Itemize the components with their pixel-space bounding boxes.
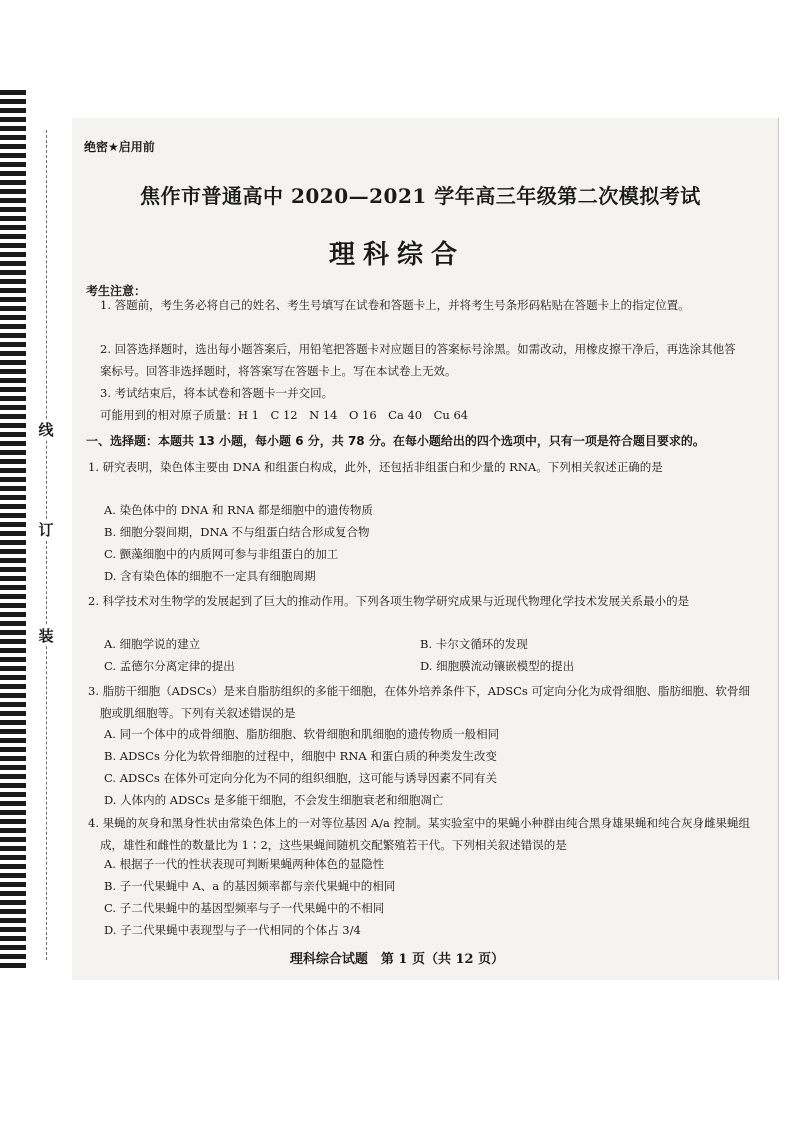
- question-1-text: 1. 研究表明，染色体主要由 DNA 和组蛋白构成，此外，还包括非组蛋白和少量的 RNA。下列相关叙述正确的是: [88, 460, 663, 474]
- notice-item-3: 3. 考试结束后，将本试卷和答题卡一并交回。: [100, 386, 334, 400]
- margin-line-label: 线: [36, 420, 56, 440]
- question-3-option-b: B. ADSCs 分化为软骨细胞的过程中，细胞中 RNA 和蛋白质的种类发生改变: [104, 749, 497, 763]
- question-4-option-a: A. 根据子一代的性状表现可判断果蝇两种体色的显隐性: [104, 857, 385, 871]
- question-4-option-c: C. 子二代果蝇中的基因型频率与子一代果蝇中的不相同: [104, 901, 385, 915]
- exam-title: 焦作市普通高中 2020—2021 学年高三年级第二次模拟考试: [140, 184, 701, 208]
- question-2-text: 2. 科学技术对生物学的发展起到了巨大的推动作用。下列各项生物学研究成果与近现代物理化学技术发展关系最小的是: [88, 594, 690, 608]
- question-3-option-c: C. ADSCs 在体外可定向分化为不同的组织细胞，这可能与诱导因素不同有关: [104, 771, 497, 785]
- page-footer: 理科综合试题 第 1 页（共 12 页）: [289, 952, 505, 967]
- question-1-option-a: A. 染色体中的 DNA 和 RNA 都是细胞中的遗传物质: [104, 503, 373, 517]
- question-1-option-b: B. 细胞分裂间期，DNA 不与组蛋白结合形成复合物: [104, 525, 370, 539]
- question-2-option-d: D. 细胞膜流动镶嵌模型的提出: [420, 659, 575, 673]
- question-1: [88, 456, 758, 478]
- question-4: [88, 812, 758, 856]
- question-3-text: 3. 脂肪干细胞（ADSCs）是来自脂肪组织的多能干细胞，在体外培养条件下，ADSCs 可定向分化为成骨细胞、脂肪细胞、软骨细胞或肌细胞等。下列有关叙述错误的是: [88, 684, 750, 720]
- question-3: [88, 680, 758, 724]
- atomic-mass-line: 可能用到的相对原子质量：H 1 C 12 N 14 O 16 Ca 40 Cu 64: [100, 408, 469, 422]
- notice-item-1: 1. 答题前，考生务必将自己的姓名、考生号填写在试卷和答题卡上，并将考生号条形码粘贴在答题卡上的指定位置。: [100, 298, 690, 312]
- question-3-option-a: A. 同一个体中的成骨细胞、脂肪细胞、软骨细胞和肌细胞的遗传物质一般相同: [104, 727, 500, 741]
- question-2-option-c: C. 孟德尔分离定律的提出: [104, 659, 235, 673]
- margin-binding-label: 装: [36, 626, 56, 646]
- notice-item-2: 2. 回答选择题时，选出每小题答案后，用铅笔把答题卡对应题目的答案标号涂黑。如需改动，用橡皮擦干净后，再选涂其他答案标号。回答非选择题时，将答案写在答题卡上。写在本试卷上无效。: [100, 342, 736, 378]
- subject-title: 理科综合: [328, 240, 465, 270]
- question-2-option-b: B. 卡尔文循环的发现: [420, 637, 528, 651]
- question-3-option-d: D. 人体内的 ADSCs 是多能干细胞，不会发生细胞衰老和细胞凋亡: [104, 793, 444, 807]
- question-4-option-b: B. 子一代果蝇中 A、a 的基因频率都与亲代果蝇中的相同: [104, 879, 396, 893]
- question-4-option-d: D. 子二代果蝇中表现型与子一代相同的个体占 3/4: [104, 923, 361, 937]
- margin-order-label: 订: [36, 520, 56, 540]
- question-2-option-a: A. 细胞学说的建立: [104, 637, 201, 651]
- section-title: 一、选择题：本题共 13 小题，每小题 6 分，共 78 分。在每小题给出的四个选项中，只有一项是符合题目要求的。: [86, 434, 705, 448]
- question-1-option-d: D. 含有染色体的细胞不一定具有细胞周期: [104, 569, 316, 583]
- notice-heading: 考生注意：: [86, 284, 147, 298]
- secret-mark: 绝密★启用前: [84, 140, 155, 154]
- binding-strip: [0, 90, 26, 970]
- question-2: [88, 590, 758, 612]
- question-1-option-c: C. 颤藻细胞中的内质网可参与非组蛋白的加工: [104, 547, 339, 561]
- question-4-text: 4. 果蝇的灰身和黑身性状由常染色体上的一对等位基因 A/a 控制。某实验室中的果蝇小种群由纯合黑身雄果蝇和纯合灰身雌果蝇组成，雄性和雌性的数量比为 1∶2，这些果蝇间随机交配繁殖若干代。下列相关叙述错误的是: [88, 816, 750, 852]
